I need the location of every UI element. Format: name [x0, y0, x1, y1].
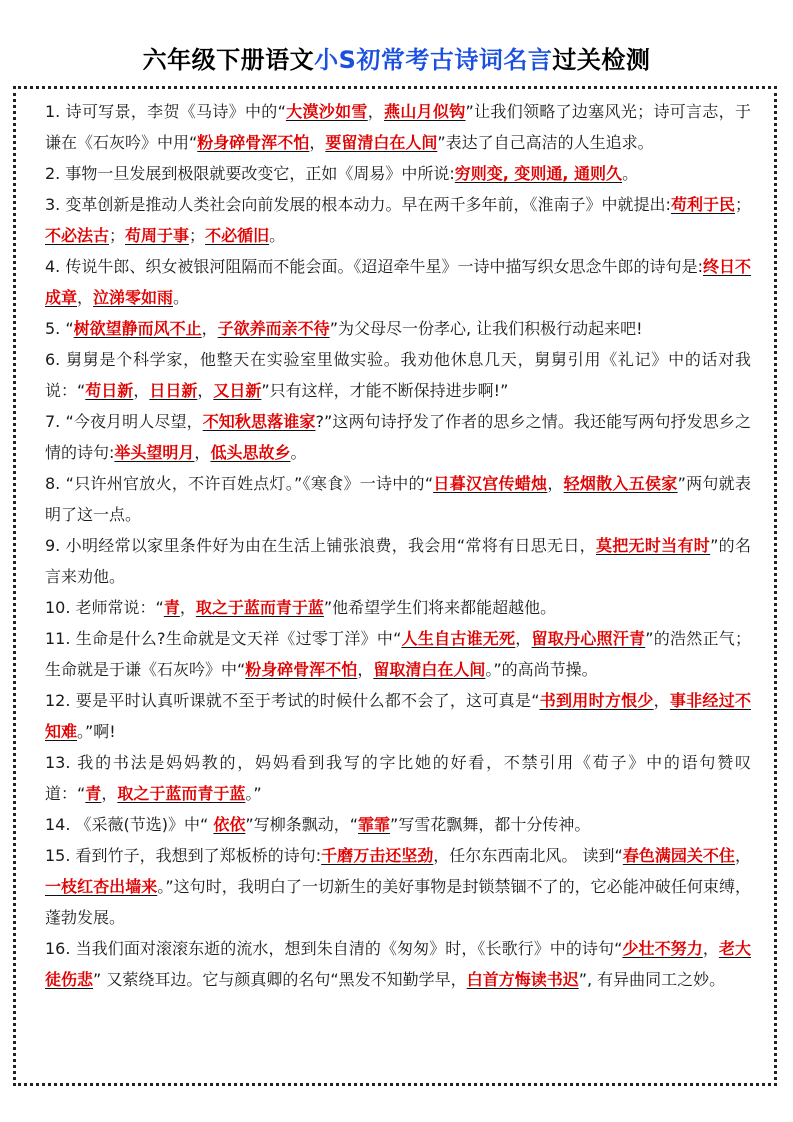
question-text: 7. “今夜月明人尽望， [45, 412, 203, 431]
question-item [45, 406, 751, 468]
question-text: ”写柳条飘动，“ [245, 815, 359, 834]
answer-text: 大漠沙如雪 [285, 102, 368, 121]
question-text: 9. 小明经常以家里条件好为由在生活上铺张浪费，我会用“常将有日思无日， [45, 536, 596, 555]
answer-text: 依依 [213, 815, 246, 834]
question-text: ， [101, 784, 118, 803]
answer-text: 苟利于民 [670, 195, 735, 214]
question-text: ， [309, 133, 326, 152]
question-text: 13. 我的书法是妈妈教的，妈妈看到我写的字比她的好看，不禁引用《荀子》中的语句赞叹道：“ [45, 753, 751, 803]
question-text: 。”啊! [77, 722, 116, 741]
question-text: 。”这句时，我明白了一切新生的美好事物是封锁禁锢不了的，它必能冲破任何束缚，蓬勃发展。 [45, 877, 751, 927]
question-text: 11. 生命是什么?生命就是文天祥《过零丁洋》中“ [45, 629, 402, 648]
answer-text: 春色满园关不住 [622, 846, 735, 865]
question-item [45, 809, 751, 840]
question-text: 。 [269, 226, 286, 245]
answer-text: 书到用时方恨少 [539, 691, 654, 710]
answer-text: 老大徒伤悲 [45, 939, 751, 989]
question-text: 12. 要是平时认真听课就不至于考试的时候什么都不会了，这可真是“ [45, 691, 540, 710]
question-item [45, 158, 751, 189]
answer-text: 千磨万击还坚劲 [321, 846, 434, 865]
question-text: ”, 有异曲同工之妙。 [578, 970, 726, 989]
answer-text: 日暮汉宫传蜡烛 [433, 474, 548, 493]
question-text: 15. 看到竹子，我想到了郑板桥的诗句: [45, 846, 322, 865]
question-text: 4. 传说牛郎、织女被银河阻隔而不能会面。《迢迢牵牛星》一诗中描写织女思念牛郎的诗句是: [45, 257, 703, 276]
question-item [45, 189, 751, 251]
answer-text: 苟日新 [85, 381, 134, 400]
question-item [45, 685, 751, 747]
question-text: ， [357, 660, 374, 679]
answer-text: 霏霏 [358, 815, 391, 834]
question-text: ”的浩然正气；生命就是于谦《石灰吟》中“ [45, 629, 751, 679]
question-item [45, 251, 751, 313]
question-text: ，任尔东西南北风。 读到“ [433, 846, 623, 865]
question-text: 。 [173, 288, 190, 307]
question-text: 。” [245, 784, 262, 803]
question-item [45, 933, 751, 995]
question-text: ， [702, 939, 719, 958]
answer-text: 又日新 [213, 381, 262, 400]
answer-text: 少壮不努力 [622, 939, 703, 958]
question-item [45, 530, 751, 592]
question-text: 14. 《采薇(节选)》中“ [45, 815, 214, 834]
question-item [45, 96, 751, 158]
question-text: ； [109, 226, 126, 245]
answer-text: 要留清白在人间 [325, 133, 438, 152]
page-title [0, 44, 793, 76]
question-text: ” 又萦绕耳边。它与颜真卿的名句“黑发不知勤学早， [93, 970, 467, 989]
answer-text: 莫把无时当有时 [595, 536, 711, 555]
answer-text: 青 [163, 598, 180, 617]
question-text: ”的名言来劝他。 [45, 536, 751, 586]
question-text: ， [194, 443, 211, 462]
question-text: ； [734, 195, 751, 214]
answer-text: 不必循旧 [205, 226, 270, 245]
question-text: 6. 舅舅是个科学家，他整天在实验室里做实验。我劝他休息几天，舅舅引用《礼记》中的话对我说：“ [45, 350, 751, 400]
question-text: 10. 老师常说：“ [45, 598, 164, 617]
question-text: ； [189, 226, 206, 245]
answer-text: 取之于蓝而青于蓝 [195, 598, 324, 617]
answer-text: 树欲望静而风不止 [73, 319, 202, 338]
answer-text: 白首方悔读书迟 [466, 970, 579, 989]
question-item [45, 747, 751, 809]
question-text: 1. 诗可写景，李贺《马诗》中的“ [45, 102, 286, 121]
question-text: ， [653, 691, 670, 710]
question-text: ， [197, 381, 214, 400]
question-text: 。”的高尚节操。 [485, 660, 598, 679]
answer-text: 不知秋思落谁家 [202, 412, 316, 431]
answer-text: 低头思故乡 [210, 443, 291, 462]
question-text: ， [547, 474, 564, 493]
question-text: ”写雪花飘舞，都十分传神。 [390, 815, 591, 834]
answer-text: 泣涕零如雨 [93, 288, 174, 307]
question-text: 。 [290, 443, 307, 462]
question-text: ， [77, 288, 94, 307]
question-text: 5. “ [45, 319, 74, 338]
answer-text: 终日不成章 [45, 257, 751, 307]
answer-text: 留取清白在人间 [373, 660, 486, 679]
question-text: 。 [622, 164, 639, 183]
question-list [45, 96, 751, 995]
title-part-1: 六年级下册语文 [142, 46, 315, 74]
question-text: 3. 变革创新是推动人类社会向前发展的根本动力。早在两千多年前，《淮南子》中就提出: [45, 195, 671, 214]
question-text: 2. 事物一旦发展到极限就要改变它，正如《周易》中所说: [45, 164, 455, 183]
question-item [45, 840, 751, 933]
answer-text: 子欲养而亲不待 [217, 319, 330, 338]
question-text: 8. “只许州官放火，不许百姓点灯。”《寒食》一诗中的“ [45, 474, 434, 493]
question-text: ”为父母尽一份孝心, 让我们积极行动起来吧! [329, 319, 643, 338]
answer-text: 举头望明月 [114, 443, 195, 462]
question-text: 16. 当我们面对滚滚东逝的流水，想到朱自清的《匆匆》时，《长歌行》中的诗句“ [45, 939, 623, 958]
question-item [45, 468, 751, 530]
question-text: ， [367, 102, 385, 121]
question-text: ”只有这样，才能不断保持进步啊!” [261, 381, 509, 400]
question-item [45, 592, 751, 623]
question-text: ”表达了自己高洁的人生追求。 [437, 133, 654, 152]
question-text: ， [179, 598, 196, 617]
question-text: ”他希望学生们将来都能超越他。 [323, 598, 557, 617]
answer-text: 粉身碎骨浑不怕 [197, 133, 310, 152]
answer-text: 燕山月似钩 [384, 102, 466, 121]
answer-text: 穷则变, 变则通, 通则久 [454, 164, 623, 183]
question-text: ， [133, 381, 150, 400]
answer-text: 粉身碎骨浑不怕 [245, 660, 358, 679]
question-item [45, 344, 751, 406]
answer-text: 留取丹心照汗青 [531, 629, 646, 648]
question-text: ”让我们领略了边塞风光；诗可言志，于谦在《石灰吟》中用“ [45, 102, 751, 152]
question-text: ?”这两句诗抒发了作者的思乡之情。我还能写两句抒发思乡之情的诗句: [45, 412, 751, 462]
question-item [45, 313, 751, 344]
answer-text: 事非经过不知难 [45, 691, 751, 741]
answer-text: 青 [85, 784, 102, 803]
question-text: ， [201, 319, 218, 338]
answer-text: 取之于蓝而青于蓝 [117, 784, 246, 803]
answer-text: 不必法古 [45, 226, 110, 245]
question-item [45, 623, 751, 685]
question-text: ， [734, 846, 751, 865]
answer-text: 人生自古谁无死 [401, 629, 516, 648]
answer-text: 苟周于事 [125, 226, 190, 245]
title-part-3: 过关检测 [552, 46, 651, 74]
answer-text: 轻烟散入五侯家 [563, 474, 678, 493]
title-part-2: 小S初常考古诗词名言 [314, 46, 553, 74]
answer-text: 日日新 [149, 381, 198, 400]
question-text: ， [515, 629, 532, 648]
question-text: ”两句就表明了这一点。 [45, 474, 751, 524]
answer-text: 一枝红杏出墙来 [45, 877, 158, 896]
